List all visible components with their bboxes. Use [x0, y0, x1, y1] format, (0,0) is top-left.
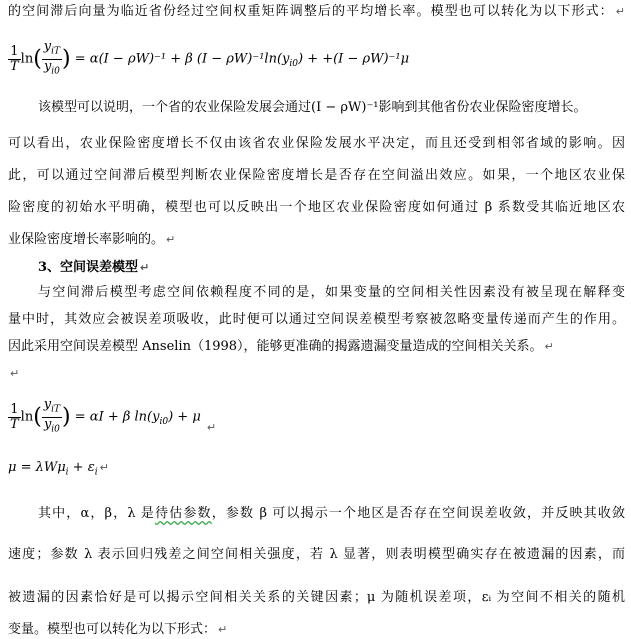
paragraph-mark: ↵: [218, 623, 228, 636]
paragraph-mark: ↵: [99, 461, 109, 474]
paragraph-mark: ↵: [10, 367, 20, 380]
fraction-yiT-over-yi0: $\frac{y_{iT}}{y_{i0}}$: [43, 397, 61, 435]
equation-spatial-lag: $\frac{1}{T}$ ln( $\frac{y_{iT}}{y_{i0}}$ ) = α(I − ρW)⁻¹ + β $(I - \rho W)^{-1}\ln(y_{i0}) + +(I - \rho W)^{-1}\mu$: [10, 39, 410, 77]
equation-error-term: $\mu = \lambda W\mu_i + \varepsilon_i$ ↵: [8, 460, 109, 478]
paragraph-line: 其中，α，β，λ 是待估参数，参数 β 可以揭示一个地区是否存在空间误差收敛，并反映其收敛: [38, 506, 625, 521]
paragraph-line: 此，可以通过空间滞后模型判断农业保险密度增长是否存在空间溢出效应。如果，一个地区农业保: [8, 168, 625, 183]
paragraph-line: 速度；参数 λ 表示回归残差之间空间相关强度，若 λ 显著，则表明模型确实存在被遗漏的因素，而: [8, 547, 625, 562]
paragraph-mark: ↵: [544, 340, 554, 353]
paragraph-line: 被遗漏的因素恰好是可以揭示空间相关关系的关键因素；μ 为随机误差项，εᵢ 为空间不相关的随机: [8, 590, 625, 605]
paragraph-line: 该模型可以说明，一个省的农业保险发展会通过(I − ρW)⁻¹影响到其他省份农业保险密度增长。: [38, 100, 587, 115]
paragraph-mark: ↵: [615, 5, 625, 18]
paragraph-mark: ↵: [166, 233, 176, 246]
fraction-1-over-T: $\frac{1}{T}$: [10, 43, 19, 74]
spellcheck-underline: 待估参数: [155, 506, 212, 521]
paragraph-line: 可以看出，农业保险密度增长不仅由该省农业保险发展水平决定，而且还受到相邻省域的影响。因: [8, 136, 625, 151]
paragraph-mark: ↵: [206, 420, 217, 434]
paragraph-mark: ↵: [140, 261, 150, 274]
section-heading: 3、空间误差模型 ↵: [38, 260, 150, 275]
fraction-yiT-over-yi0: $\frac{y_{iT}}{y_{i0}}$: [43, 39, 61, 77]
empty-line: [8, 366, 625, 382]
paragraph-line: 与空间滞后模型考虑空间依赖程度不同的是，如果变量的空间相关性因素没有被呈现在解释变: [38, 285, 625, 300]
paragraph-line: 量中时，其效应会被误差项吸收，此时便可以通过空间误差模型考察被忽略变量传递而产生的作用。: [8, 312, 625, 327]
fraction-1-over-T: $\frac{1}{T}$: [10, 401, 19, 432]
paragraph-line: 变量。模型也可以转化为以下形式： ↵: [8, 622, 228, 637]
paragraph-line: 险密度的初始水平明确，模型也可以反映出一个地区农业保险密度如何通过 β 系数受其临近地区农: [8, 200, 625, 215]
equation-spatial-error: $\frac{1}{T}$ ln( $\frac{y_{iT}}{y_{i0}}$ ) = αI + β $\ln(y_{i0}) + \mu$ $_↵$: [10, 397, 217, 435]
paragraph-line: 因此采用空间误差模型 Anselin（1998），能够更准确的揭露遗漏变量造成的空间相关关系。 ↵: [8, 339, 554, 354]
paragraph-line: 业保险密度增长率影响的。 ↵: [8, 232, 176, 247]
paragraph-line: 的空间滞后向量为临近省份经过空间权重矩阵调整后的平均增长率。模型也可以转化为以下形式： ↵: [8, 4, 625, 19]
